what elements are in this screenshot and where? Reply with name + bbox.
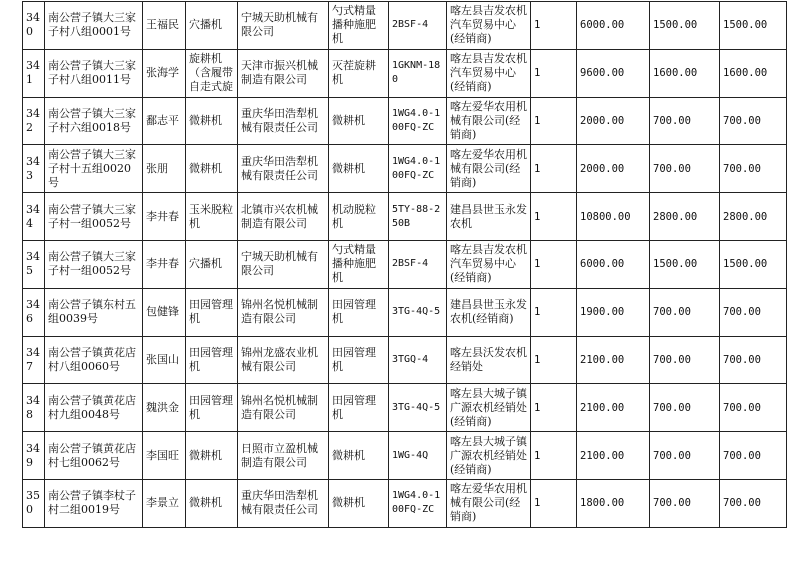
subsidy-total-cell: 700.00: [720, 288, 787, 336]
row-number: 344: [23, 193, 45, 241]
table-row: [23, 288, 787, 336]
manufacturer-cell: 宁城天助机械有限公司: [238, 2, 329, 50]
machine-type-cell: 田园管理机: [186, 288, 238, 336]
subsidy-total-cell: 700.00: [720, 336, 787, 384]
dealer-cell: 喀左爱华农用机械有限公司(经销商): [447, 479, 531, 527]
machine-type-cell: 微耕机: [186, 479, 238, 527]
machine-type-cell: 旋耕机（含履带自走式旋: [186, 49, 238, 97]
table-row: [23, 145, 787, 193]
machine-type-cell: 穴播机: [186, 240, 238, 288]
subsidy-cell: 700.00: [650, 97, 720, 145]
owner-name-cell: 王福民: [143, 2, 186, 50]
address-cell: 南公营子镇大三家子村八组0001号: [45, 2, 143, 50]
subsidy-cell: 700.00: [650, 384, 720, 432]
address-cell: 南公营子镇黄花店村七组0062号: [45, 432, 143, 480]
product-name-cell: 勺式精量播种施肥机: [329, 240, 389, 288]
subsidy-cell: 1500.00: [650, 2, 720, 50]
address-cell: 南公营子镇大三家子村八组0011号: [45, 49, 143, 97]
model-cell: 2BSF-4: [389, 2, 447, 50]
model-cell: 2BSF-4: [389, 240, 447, 288]
owner-name-cell: 张朋: [143, 145, 186, 193]
manufacturer-cell: 天津市振兴机械制造有限公司: [238, 49, 329, 97]
subsidy-total-cell: 2800.00: [720, 193, 787, 241]
owner-name-cell: 包健锋: [143, 288, 186, 336]
subsidy-cell: 1500.00: [650, 240, 720, 288]
subsidy-total-cell: 1500.00: [720, 2, 787, 50]
manufacturer-cell: 日照市立盈机械制造有限公司: [238, 432, 329, 480]
model-cell: 3TGQ-4: [389, 336, 447, 384]
row-number: 341: [23, 49, 45, 97]
table-body: [23, 2, 787, 528]
owner-name-cell: 李景立: [143, 479, 186, 527]
price-cell: 1900.00: [577, 288, 650, 336]
price-cell: 2100.00: [577, 384, 650, 432]
machine-type-cell: 田园管理机: [186, 336, 238, 384]
quantity-cell: 1: [531, 479, 577, 527]
model-cell: 3TG-4Q-5: [389, 384, 447, 432]
model-cell: 1GKNM-180: [389, 49, 447, 97]
table-row: [23, 240, 787, 288]
product-name-cell: 微耕机: [329, 432, 389, 480]
subsidy-cell: 700.00: [650, 288, 720, 336]
owner-name-cell: 李国旺: [143, 432, 186, 480]
dealer-cell: 喀左县吉发农机汽车贸易中心(经销商): [447, 2, 531, 50]
product-name-cell: 机动脱粒机: [329, 193, 389, 241]
subsidy-cell: 2800.00: [650, 193, 720, 241]
model-cell: 5TY-88-250B: [389, 193, 447, 241]
manufacturer-cell: 锦州龙盛农业机械有限公司: [238, 336, 329, 384]
model-cell: 3TG-4Q-5: [389, 288, 447, 336]
row-number: 345: [23, 240, 45, 288]
subsidy-total-cell: 1500.00: [720, 240, 787, 288]
address-cell: 南公营子镇大三家子村六组0018号: [45, 97, 143, 145]
owner-name-cell: 李井春: [143, 240, 186, 288]
subsidy-cell: 700.00: [650, 145, 720, 193]
table-row: [23, 479, 787, 527]
quantity-cell: 1: [531, 2, 577, 50]
product-name-cell: 田园管理机: [329, 336, 389, 384]
machine-type-cell: 田园管理机: [186, 384, 238, 432]
subsidy-cell: 700.00: [650, 336, 720, 384]
quantity-cell: 1: [531, 432, 577, 480]
price-cell: 2000.00: [577, 97, 650, 145]
model-cell: 1WG4.0-100FQ-ZC: [389, 145, 447, 193]
table-row: [23, 2, 787, 50]
owner-name-cell: 李井春: [143, 193, 186, 241]
address-cell: 南公营子镇大三家子村一组0052号: [45, 193, 143, 241]
subsidy-total-cell: 700.00: [720, 479, 787, 527]
subsidy-cell: 700.00: [650, 479, 720, 527]
dealer-cell: 喀左县大城子镇广源农机经销处(经销商): [447, 384, 531, 432]
address-cell: 南公营子镇大三家子村十五组0020号: [45, 145, 143, 193]
manufacturer-cell: 锦州名悦机械制造有限公司: [238, 384, 329, 432]
subsidy-total-cell: 700.00: [720, 432, 787, 480]
row-number: 349: [23, 432, 45, 480]
model-cell: 1WG4.0-100FQ-ZC: [389, 97, 447, 145]
dealer-cell: 喀左县吉发农机汽车贸易中心(经销商): [447, 240, 531, 288]
manufacturer-cell: 锦州名悦机械制造有限公司: [238, 288, 329, 336]
product-name-cell: 微耕机: [329, 479, 389, 527]
address-cell: 南公营子镇李杖子村二组0019号: [45, 479, 143, 527]
table-row: [23, 384, 787, 432]
dealer-cell: 喀左县大城子镇广源农机经销处(经销商): [447, 432, 531, 480]
quantity-cell: 1: [531, 384, 577, 432]
machine-type-cell: 微耕机: [186, 432, 238, 480]
row-number: 340: [23, 2, 45, 50]
row-number: 347: [23, 336, 45, 384]
row-number: 350: [23, 479, 45, 527]
dealer-cell: 喀左爱华农用机械有限公司(经销商): [447, 97, 531, 145]
owner-name-cell: 鄱志平: [143, 97, 186, 145]
subsidy-table: [22, 1, 787, 528]
address-cell: 南公营子镇黄花店村九组0048号: [45, 384, 143, 432]
model-cell: 1WG4.0-100FQ-ZC: [389, 479, 447, 527]
owner-name-cell: 张国山: [143, 336, 186, 384]
dealer-cell: 建昌县世玉永发农机: [447, 193, 531, 241]
price-cell: 10800.00: [577, 193, 650, 241]
product-name-cell: 田园管理机: [329, 384, 389, 432]
manufacturer-cell: 重庆华田浩犁机械有限责任公司: [238, 145, 329, 193]
price-cell: 2000.00: [577, 145, 650, 193]
price-cell: 1800.00: [577, 479, 650, 527]
product-name-cell: 微耕机: [329, 97, 389, 145]
owner-name-cell: 魏洪金: [143, 384, 186, 432]
product-name-cell: 灭茬旋耕机: [329, 49, 389, 97]
price-cell: 6000.00: [577, 240, 650, 288]
quantity-cell: 1: [531, 336, 577, 384]
owner-name-cell: 张海学: [143, 49, 186, 97]
machine-type-cell: 玉米脱粒机: [186, 193, 238, 241]
machine-type-cell: 穴播机: [186, 2, 238, 50]
manufacturer-cell: 重庆华田浩犁机械有限责任公司: [238, 479, 329, 527]
machine-type-cell: 微耕机: [186, 97, 238, 145]
price-cell: 2100.00: [577, 336, 650, 384]
address-cell: 南公营子镇大三家子村一组0052号: [45, 240, 143, 288]
quantity-cell: 1: [531, 49, 577, 97]
row-number: 342: [23, 97, 45, 145]
table-row: [23, 97, 787, 145]
price-cell: 2100.00: [577, 432, 650, 480]
table-row: [23, 49, 787, 97]
table-row: [23, 193, 787, 241]
address-cell: 南公营子镇黄花店村八组0060号: [45, 336, 143, 384]
subsidy-total-cell: 700.00: [720, 97, 787, 145]
manufacturer-cell: 重庆华田浩犁机械有限责任公司: [238, 97, 329, 145]
subsidy-total-cell: 700.00: [720, 384, 787, 432]
subsidy-cell: 1600.00: [650, 49, 720, 97]
price-cell: 6000.00: [577, 2, 650, 50]
subsidy-total-cell: 1600.00: [720, 49, 787, 97]
manufacturer-cell: 宁城天助机械有限公司: [238, 240, 329, 288]
quantity-cell: 1: [531, 193, 577, 241]
quantity-cell: 1: [531, 145, 577, 193]
product-name-cell: 微耕机: [329, 145, 389, 193]
row-number: 348: [23, 384, 45, 432]
table-row: [23, 432, 787, 480]
dealer-cell: 建昌县世玉永发农机(经销商): [447, 288, 531, 336]
dealer-cell: 喀左县沃发农机经销处: [447, 336, 531, 384]
quantity-cell: 1: [531, 240, 577, 288]
address-cell: 南公营子镇东村五组0039号: [45, 288, 143, 336]
quantity-cell: 1: [531, 288, 577, 336]
manufacturer-cell: 北镇市兴农机械制造有限公司: [238, 193, 329, 241]
dealer-cell: 喀左县吉发农机汽车贸易中心(经销商): [447, 49, 531, 97]
model-cell: 1WG-4Q: [389, 432, 447, 480]
row-number: 346: [23, 288, 45, 336]
product-name-cell: 勺式精量播种施肥机: [329, 2, 389, 50]
table-row: [23, 336, 787, 384]
product-name-cell: 田园管理机: [329, 288, 389, 336]
dealer-cell: 喀左爱华农用机械有限公司(经销商): [447, 145, 531, 193]
machine-type-cell: 微耕机: [186, 145, 238, 193]
row-number: 343: [23, 145, 45, 193]
subsidy-cell: 700.00: [650, 432, 720, 480]
subsidy-total-cell: 700.00: [720, 145, 787, 193]
quantity-cell: 1: [531, 97, 577, 145]
price-cell: 9600.00: [577, 49, 650, 97]
